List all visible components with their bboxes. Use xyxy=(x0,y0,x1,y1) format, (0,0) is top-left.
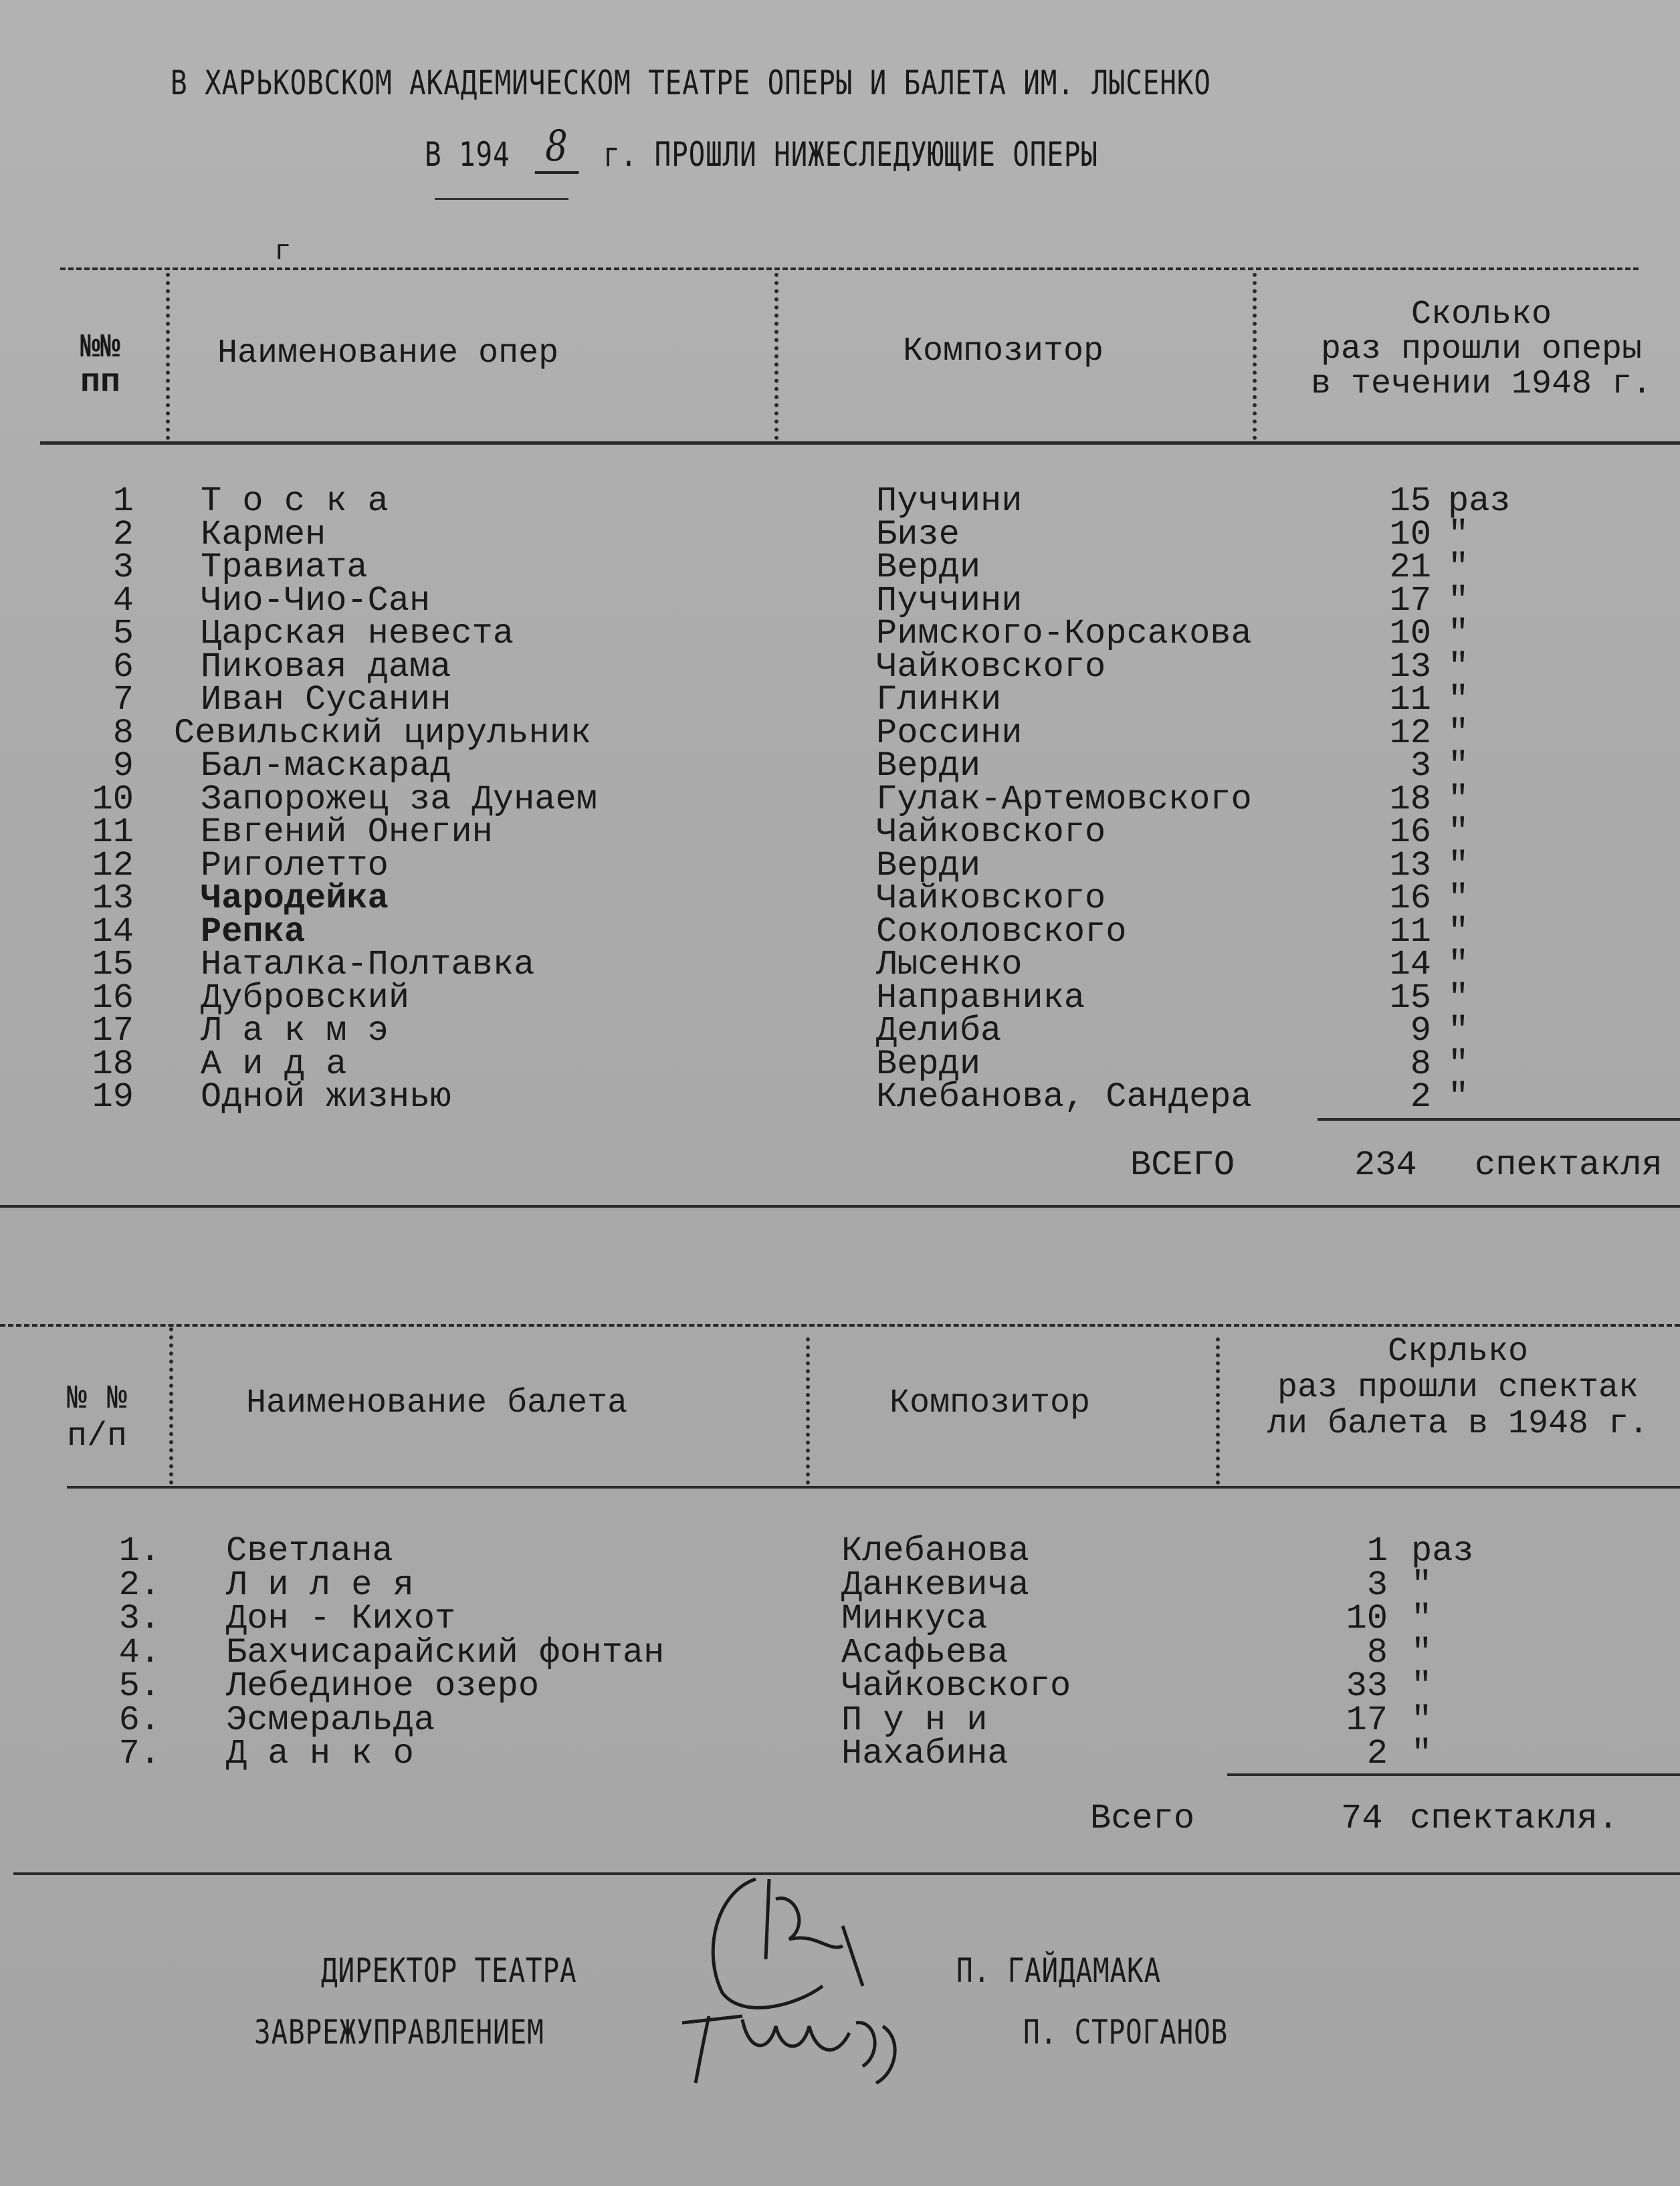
row-count: 14 xyxy=(1389,945,1431,984)
row-count: 11 xyxy=(1389,911,1431,952)
row-number: 7. xyxy=(118,1734,161,1773)
row-number: 13 xyxy=(92,879,134,918)
ballet-header-num-line2: п/п xyxy=(67,1418,128,1456)
ballet-header-top-rule xyxy=(0,1324,1680,1327)
row-composer: Лысенко xyxy=(876,945,1023,984)
opera-header-count-line1: Сколько xyxy=(1410,296,1552,334)
manager-name: П. СТРОГАНОВ xyxy=(1023,2013,1229,2052)
ballet-total-value: 74 xyxy=(1341,1799,1383,1838)
row-number: 3. xyxy=(118,1599,161,1638)
ballet-header-name: Наименование балета xyxy=(246,1384,628,1422)
opera-header-count-line2: раз прошли оперы xyxy=(1320,330,1643,368)
ballet-header-num xyxy=(67,1381,127,1456)
row-composer: Соколовского xyxy=(876,911,1127,952)
row-number: 9 xyxy=(112,746,134,786)
ballet-total-label: Всего xyxy=(1090,1799,1195,1838)
opera-header-count-line3: в течении 1948 г. xyxy=(1310,365,1653,403)
row-unit: " xyxy=(1411,1565,1433,1605)
row-unit: " xyxy=(1448,713,1469,753)
row-composer: Россини xyxy=(876,713,1023,753)
row-count: 17 xyxy=(1389,580,1431,621)
ballet-total-unit: спектакля. xyxy=(1410,1799,1619,1838)
director-name: П. ГАЙДАМАКА xyxy=(956,1951,1162,1990)
row-number: 6. xyxy=(118,1700,161,1740)
row-title: Бахчисарайский фонтан xyxy=(226,1632,665,1672)
row-count: 3 xyxy=(1366,1565,1388,1605)
row-unit: " xyxy=(1411,1666,1433,1706)
row-count: 8 xyxy=(1410,1044,1431,1084)
row-title: Дон - Кихот xyxy=(226,1599,456,1638)
row-composer: Чайковского xyxy=(876,879,1106,918)
ballet-total-rule xyxy=(1227,1773,1680,1776)
row-title: Наталка-Полтавка xyxy=(201,945,535,984)
row-unit: " xyxy=(1448,746,1469,786)
opera-total-rule xyxy=(1318,1118,1680,1121)
row-number: 11 xyxy=(92,812,134,852)
ballet-header-composer: Композитор xyxy=(889,1384,1091,1422)
opera-header-bottom-rule xyxy=(40,441,1680,445)
opera-header-top-rule xyxy=(60,267,1639,270)
opera-total-unit: спектакля xyxy=(1475,1145,1663,1185)
row-composer: П у н и xyxy=(841,1700,988,1740)
row-count: 12 xyxy=(1389,713,1431,753)
row-unit: раз xyxy=(1411,1531,1474,1571)
row-composer: Глинки xyxy=(876,680,1002,720)
row-title: Т о с к а xyxy=(201,481,389,521)
row-number: 2. xyxy=(118,1565,161,1605)
document-title-line1: В ХАРЬКОВСКОМ АКАДЕМИЧЕСКОМ ТЕАТРЕ ОПЕРЫ И БАЛЕТА ИМ. ЛЫСЕНКО xyxy=(171,64,1211,102)
row-title: Одной жизнью xyxy=(201,1077,451,1117)
row-title: Репка xyxy=(201,911,306,952)
row-composer: Гулак-Артемовского xyxy=(876,779,1252,819)
row-number: 17 xyxy=(92,1011,134,1051)
row-composer: Верди xyxy=(876,548,981,587)
row-unit: " xyxy=(1448,945,1469,984)
row-composer: Клебанова xyxy=(841,1531,1029,1571)
row-unit: " xyxy=(1448,580,1469,621)
row-composer: Верди xyxy=(876,1044,981,1084)
row-title: Чародейка xyxy=(201,879,389,918)
row-unit: " xyxy=(1448,514,1469,554)
row-title: Пиковая дама xyxy=(201,647,451,687)
row-count: 15 xyxy=(1389,978,1431,1018)
row-title: Чио-Чио-Сан xyxy=(201,580,431,621)
ballet-col-divider-3 xyxy=(1216,1337,1220,1485)
row-count: 33 xyxy=(1346,1666,1388,1706)
row-number: 19 xyxy=(92,1077,134,1117)
row-count: 1 xyxy=(1366,1531,1388,1571)
opera-table-end-rule xyxy=(0,1205,1680,1208)
row-count: 10 xyxy=(1346,1599,1388,1638)
handwritten-signatures xyxy=(642,1852,936,2093)
ballet-header-count xyxy=(1244,1334,1672,1442)
row-count: 10 xyxy=(1389,614,1431,653)
row-unit: " xyxy=(1448,614,1469,653)
row-title: Дубровский xyxy=(201,978,410,1018)
row-number: 10 xyxy=(92,779,134,819)
stray-mark: г xyxy=(274,235,292,267)
row-number: 4. xyxy=(118,1632,161,1672)
row-count: 8 xyxy=(1366,1632,1388,1672)
row-unit: " xyxy=(1448,978,1469,1018)
row-composer: Чайковского xyxy=(841,1666,1071,1706)
row-unit: " xyxy=(1448,812,1469,852)
row-title: Эсмеральда xyxy=(226,1700,435,1740)
row-number: 3 xyxy=(112,548,134,587)
row-number: 18 xyxy=(92,1044,134,1084)
row-composer: Направника xyxy=(876,978,1085,1018)
ballet-col-divider-1 xyxy=(169,1327,173,1485)
row-composer: Верди xyxy=(876,746,981,786)
ballet-header-bottom-rule xyxy=(67,1486,1680,1489)
row-title: Лебединое озеро xyxy=(226,1666,540,1706)
row-unit: раз xyxy=(1448,481,1511,521)
row-number: 8 xyxy=(112,713,134,753)
row-composer: Делиба xyxy=(876,1011,1002,1051)
row-title: Травиата xyxy=(201,548,368,587)
opera-col-divider-2 xyxy=(774,273,778,440)
row-unit: " xyxy=(1448,779,1469,819)
row-title: Царская невеста xyxy=(201,614,514,653)
row-composer: Чайковского xyxy=(876,812,1106,852)
row-count: 16 xyxy=(1389,812,1431,852)
row-unit: " xyxy=(1448,1077,1469,1117)
row-unit: " xyxy=(1411,1632,1433,1672)
ballet-header-count-line1: Скрлько xyxy=(1387,1333,1529,1371)
row-number: 16 xyxy=(92,978,134,1018)
row-title: Кармен xyxy=(201,514,326,554)
row-number: 7 xyxy=(112,680,134,720)
opera-header-num-line1: №№ xyxy=(80,329,121,367)
row-number: 1 xyxy=(112,481,134,521)
row-unit: " xyxy=(1411,1734,1433,1773)
row-unit: " xyxy=(1448,1011,1469,1051)
row-number: 4 xyxy=(112,580,134,621)
row-title: Евгений Онегин xyxy=(201,812,493,852)
title-underline xyxy=(435,198,568,200)
row-composer: Данкевича xyxy=(841,1565,1029,1605)
row-count: 3 xyxy=(1410,746,1431,786)
row-unit: " xyxy=(1411,1599,1433,1638)
row-count: 21 xyxy=(1389,548,1431,587)
row-title: Бал-маскарад xyxy=(201,746,451,786)
row-count: 2 xyxy=(1366,1734,1388,1773)
row-unit: " xyxy=(1411,1700,1433,1740)
opera-col-divider-1 xyxy=(166,273,170,440)
row-title: Л а к м э xyxy=(201,1011,389,1051)
row-count: 9 xyxy=(1410,1011,1431,1051)
row-title: Светлана xyxy=(226,1531,393,1571)
row-count: 13 xyxy=(1389,647,1431,687)
row-composer: Римского-Корсакова xyxy=(876,614,1252,653)
opera-total-label: ВСЕГО xyxy=(1130,1145,1235,1185)
opera-total-value: 234 xyxy=(1354,1145,1417,1185)
row-unit: " xyxy=(1448,879,1469,918)
row-count: 13 xyxy=(1389,845,1431,885)
row-count: 16 xyxy=(1389,879,1431,918)
ballet-col-divider-2 xyxy=(806,1337,810,1485)
opera-header-name: Наименование опер xyxy=(217,334,559,372)
row-composer: Асафьева xyxy=(841,1632,1009,1672)
row-composer: Клебанова, Сандера xyxy=(876,1077,1252,1117)
row-count: 11 xyxy=(1389,680,1431,720)
opera-header-num xyxy=(80,331,120,401)
row-composer: Верди xyxy=(876,845,981,885)
row-title: Риголетто xyxy=(201,845,389,885)
row-count: 15 xyxy=(1389,481,1431,521)
row-unit: " xyxy=(1448,548,1469,587)
row-composer: Бизе xyxy=(876,514,960,554)
row-title: А и д а xyxy=(201,1044,347,1084)
row-number: 12 xyxy=(92,845,134,885)
manager-title: ЗАВРЕЖУПРАВЛЕНИЕМ xyxy=(254,2013,544,2052)
row-unit: " xyxy=(1448,647,1469,687)
row-number: 5. xyxy=(118,1666,161,1706)
opera-header-count xyxy=(1287,298,1675,402)
ballet-header-num-line1: № № xyxy=(67,1380,128,1418)
director-title: ДИРЕКТОР ТЕАТРА xyxy=(321,1951,577,1990)
opera-col-divider-3 xyxy=(1253,273,1257,440)
row-unit: " xyxy=(1448,845,1469,885)
opera-header-num-line2: пп xyxy=(80,364,121,402)
row-number: 5 xyxy=(112,614,134,653)
opera-header-composer: Композитор xyxy=(903,332,1104,370)
row-composer: Чайковского xyxy=(876,647,1106,687)
row-number: 14 xyxy=(92,911,134,952)
handwritten-year-digit: 8 xyxy=(535,122,579,174)
row-count: 2 xyxy=(1410,1077,1431,1117)
row-count: 10 xyxy=(1389,514,1431,554)
row-number: 15 xyxy=(92,945,134,984)
document-title-line2 xyxy=(425,122,1098,179)
row-unit: " xyxy=(1448,680,1469,720)
row-title: Иван Сусанин xyxy=(201,680,451,720)
row-title: Севильский цирульник xyxy=(174,713,592,753)
row-number: 1. xyxy=(118,1531,161,1571)
title-line2-suffix: г. ПРОШЛИ НИЖЕСЛЕДУЮЩИЕ ОПЕРЫ xyxy=(603,135,1098,174)
row-title: Д а н к о xyxy=(226,1734,414,1773)
row-number: 2 xyxy=(112,514,134,554)
ballet-header-count-line3: ли балета в 1948 г. xyxy=(1267,1405,1649,1443)
row-count: 18 xyxy=(1389,779,1431,819)
row-number: 6 xyxy=(112,647,134,687)
row-composer: Пуччини xyxy=(876,481,1023,521)
row-composer: Пуччини xyxy=(876,580,1023,621)
row-composer: Нахабина xyxy=(841,1734,1009,1773)
row-count: 17 xyxy=(1346,1700,1388,1740)
row-composer: Минкуса xyxy=(841,1599,988,1638)
row-title: Запорожец за Дунаем xyxy=(201,779,597,819)
row-unit: " xyxy=(1448,911,1469,952)
ballet-header-count-line2: раз прошли спектак xyxy=(1277,1369,1639,1407)
title-line2-prefix: В 194 xyxy=(425,135,510,174)
row-title: Л и л е я xyxy=(226,1565,414,1605)
row-unit: " xyxy=(1448,1044,1469,1084)
